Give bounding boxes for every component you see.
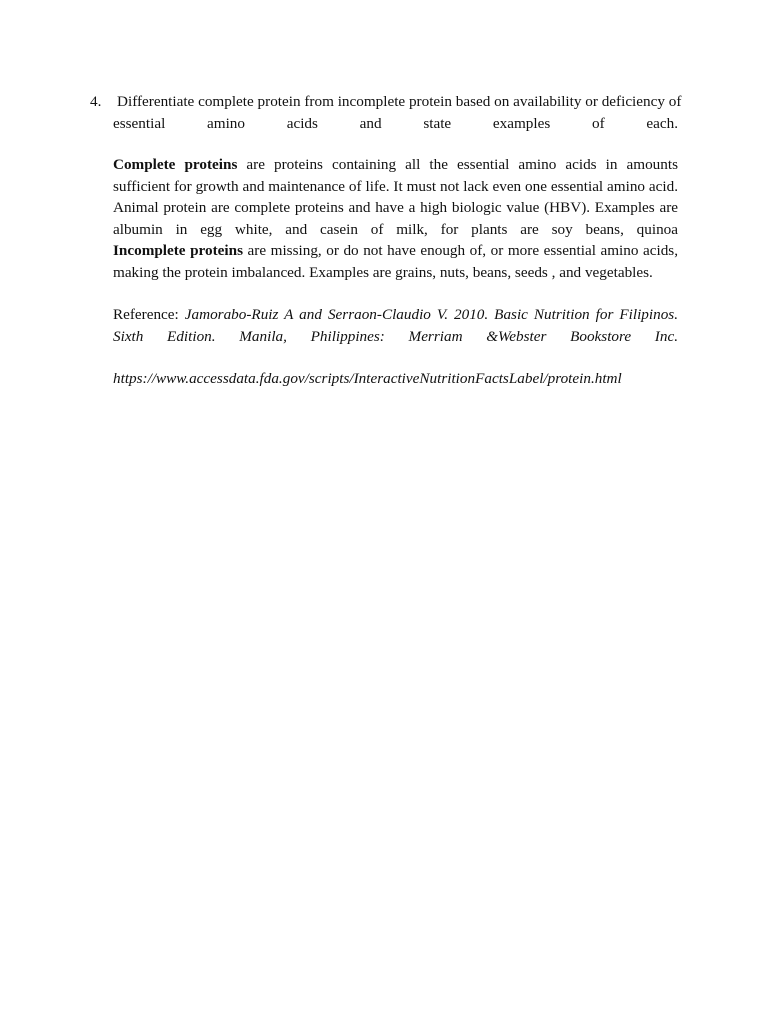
answer-paragraph — [113, 154, 678, 284]
complete-proteins-text: are proteins containing all the essential amino acids in amounts sufficient for growth and maintenance of life. It must not lack even one essential amino acid. Animal protein are complete proteins and have a high biologic value (HBV). Examples are albumin in egg white, and casein of milk, for plants are soy beans, quinoa — [113, 156, 678, 238]
complete-proteins-block — [113, 154, 678, 240]
reference-block — [113, 304, 678, 348]
reference-url: https://www.accessdata.fda.gov/scripts/InteractiveNutritionFactsLabel/protein.html — [113, 370, 622, 387]
incomplete-proteins-term: Incomplete proteins — [113, 242, 243, 260]
question-number: 4. — [90, 93, 102, 110]
question-text-line-1: Differentiate complete protein from incomplete protein based on availability or deficiency of — [117, 93, 682, 110]
incomplete-proteins-text: are missing, or do not have enough of, or more essential amino acids, making the protein imbalanced. Examples are grains, nuts, beans, seeds , and vegetables. — [113, 242, 678, 281]
incomplete-proteins-block — [113, 240, 678, 283]
reference-label: Reference: — [113, 306, 185, 323]
reference-citation: Jamorabo-Ruiz A and Serraon-Claudio V. 2010. Basic Nutrition for Filipinos. Sixth Edition. Manila, Philippines: Merriam &Webster Bookstore Inc. — [113, 306, 678, 345]
question-text-line-2: essential amino acids and state examples of each. — [113, 115, 678, 132]
complete-proteins-term: Complete proteins — [113, 156, 238, 173]
